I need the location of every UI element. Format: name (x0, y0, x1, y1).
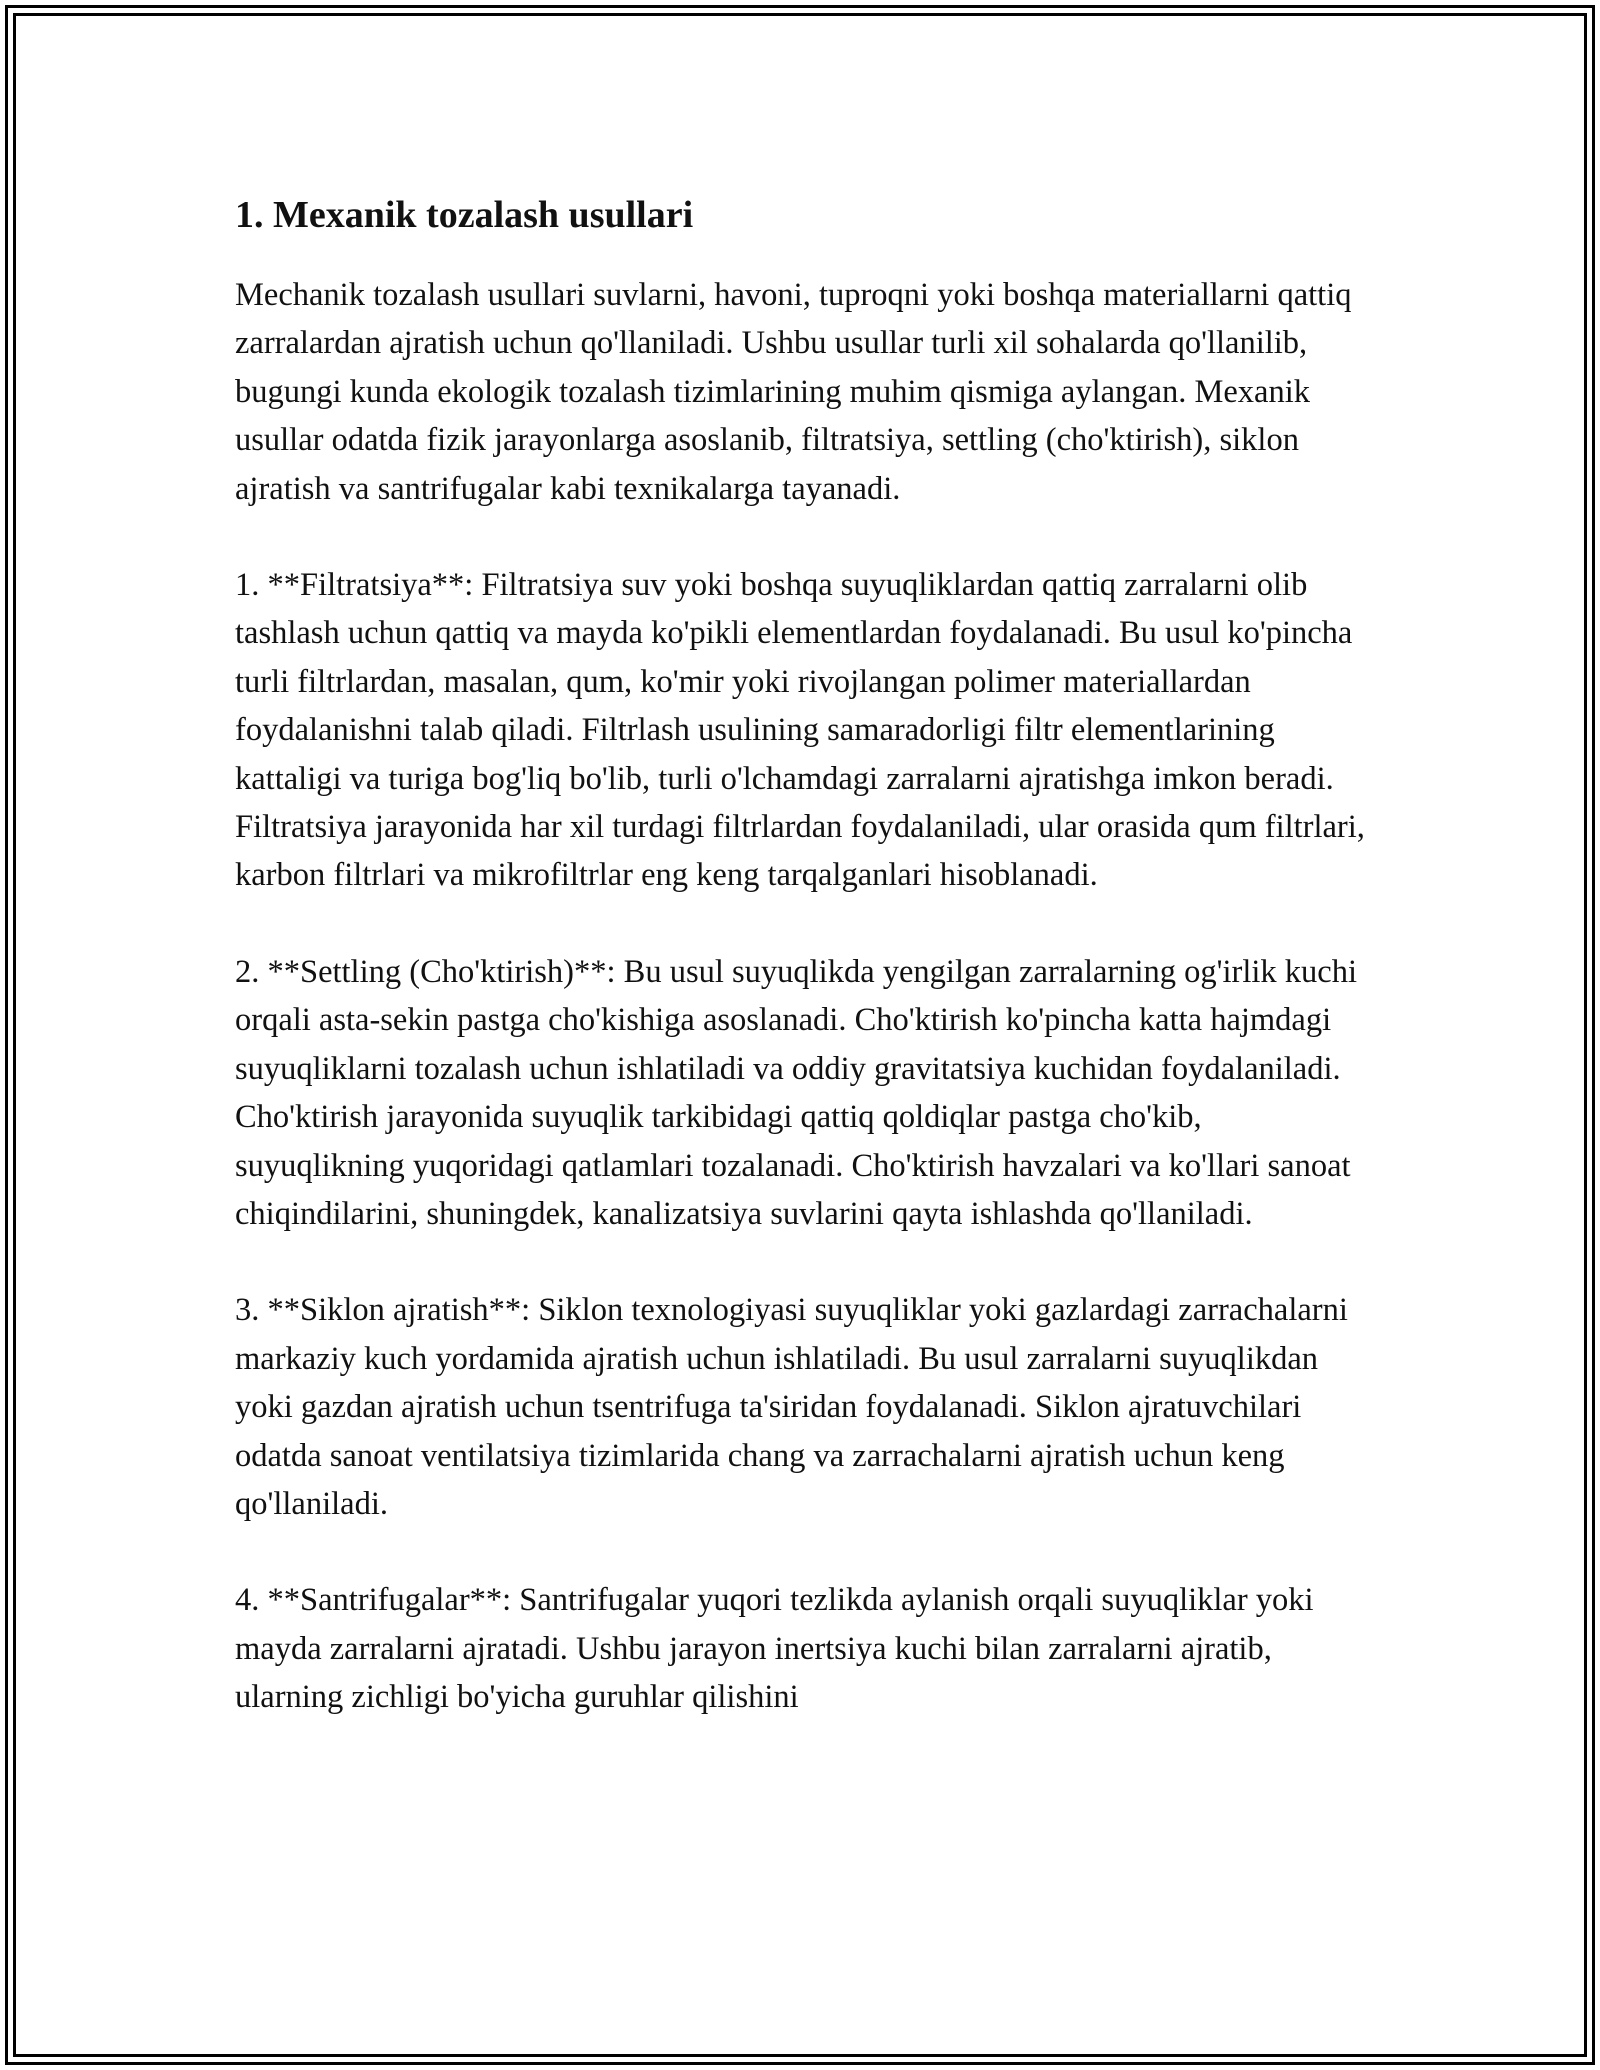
cyclone-paragraph: 3. **Siklon ajratish**: Siklon texnologiyasi suyuqliklar yoki gazlardagi zarrachalarni markaziy kuch yordamida ajratish uchun ishlatiladi. Bu usul zarralarni suyuqlikdan yoki gazdan ajratish uchun tsentrifuga ta'siridan foydalanadi. Siklon ajratuvchilari odatda sanoat ventilatsiya tizimlarida chang va zarrachalarni ajratish uchun keng qo'llaniladi. (235, 1292, 1348, 1522)
intro-paragraph: Mechanik tozalash usullari suvlarni, havoni, tuproqni yoki boshqa materiallarni qattiq zarralardan ajratish uchun qo'llaniladi. Ushbu usullar turli xil sohalarda qo'llanilib, bugungi kunda ekologik tozalash tizimlarining muhim qismiga aylangan. Mexanik usullar odatda fizik jarayonlarga asoslanib, filtratsiya, settling (cho'ktirish), siklon ajratish va santrifugalar kabi texnikalarga tayanadi. (235, 277, 1352, 507)
filtration-paragraph: 1. **Filtratsiya**: Filtratsiya suv yoki boshqa suyuqliklardan qattiq zarralarni olib tashlash uchun qattiq va mayda ko'pikli elementlardan foydalanadi. Bu usul ko'pincha turli filtrlardan, masalan, qum, ko'mir yoki rivojlangan polimer materiallardan foydalanishni talab qiladi. Filtrlash usulining samaradorligi filtr elementlarining kattaligi va turiga bog'liq bo'lib, turli o'lchamdagi zarralarni ajratishga imkon beradi. Filtratsiya jarayonida har xil turdagi filtrlardan foydalaniladi, ular orasida qum filtrlari, karbon filtrlari va mikrofiltrlar eng keng tarqalganlari hisoblanadi. (235, 567, 1365, 894)
settling-paragraph: 2. **Settling (Cho'ktirish)**: Bu usul suyuqlikda yengilgan zarralarning og'irlik kuchi orqali asta-sekin pastga cho'kishiga asoslanadi. Cho'ktirish ko'pincha katta hajmdagi suyuqliklarni tozalash uchun ishlatiladi va oddiy gravitatsiya kuchidan foydalaniladi. Cho'ktirish jarayonida suyuqlik tarkibidagi qattiq qoldiqlar pastga cho'kib, suyuqlikning yuqoridagi qatlamlari tozalanadi. Cho'ktirish havzalari va ko'llari sanoat chiqindilarini, shuningdek, kanalizatsiya suvlarini qayta ishlashda qo'llaniladi. (235, 953, 1357, 1232)
section-heading: 1. Mexanik tozalash usullari (235, 194, 694, 236)
document-body (235, 185, 1375, 1770)
centrifuge-paragraph: 4. **Santrifugalar**: Santrifugalar yuqori tezlikda aylanish orqali suyuqliklar yoki mayda zarralarni ajratadi. Ushbu jarayon inertsiya kuchi bilan zarralarni ajratib, ularning zichligi bo'yicha guruhlar qilishini (235, 1582, 1314, 1716)
